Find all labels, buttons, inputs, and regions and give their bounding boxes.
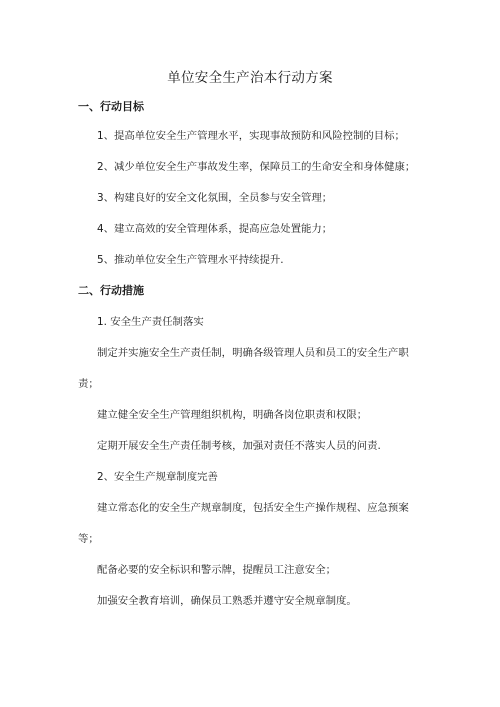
goal-item: 3、构建良好的安全文化氛围，全员参与安全管理； — [97, 192, 333, 204]
subsection-title: 2、安全生产规章制度完善 — [97, 471, 218, 483]
paragraph-line: 配备必要的安全标识和警示牌，提醒员工注意安全； — [97, 564, 336, 576]
paragraph-line: 建立健全安全生产管理组织机构，明确各岗位职责和权限； — [97, 409, 368, 421]
document-title: 单位安全生产治本行动方案 — [167, 70, 333, 86]
goal-item: 1、提高单位安全生产管理水平，实现事故预防和风险控制的目标； — [97, 130, 405, 142]
goal-item: 5、推动单位安全生产管理水平持续提升. — [97, 254, 284, 266]
section-heading-goals: 一、行动目标 — [78, 100, 144, 113]
goal-item: 2、减少单位安全生产事故发生率，保障员工的生命安全和身体健康； — [97, 161, 416, 173]
paragraph-line: 等； — [78, 533, 99, 545]
section-heading-measures: 二、行动措施 — [78, 284, 144, 297]
goal-item: 4、建立高效的安全管理体系，提高应急处置能力； — [97, 223, 333, 235]
paragraph-line: 制定并实施安全生产责任制，明确各级管理人员和员工的安全生产职 — [97, 347, 409, 359]
subsection-title: 1. 安全生产责任制落实 — [97, 316, 204, 328]
paragraph-line: 建立常态化的安全生产规章制度，包括安全生产操作规程、应急预案 — [97, 502, 409, 514]
paragraph-line: 责； — [78, 378, 99, 390]
paragraph-line: 定期开展安全生产责任制考核，加强对责任不落实人员的问责. — [97, 440, 381, 452]
paragraph-line: 加强安全教育培训，确保员工熟悉并遵守安全规章制度。 — [97, 595, 357, 607]
